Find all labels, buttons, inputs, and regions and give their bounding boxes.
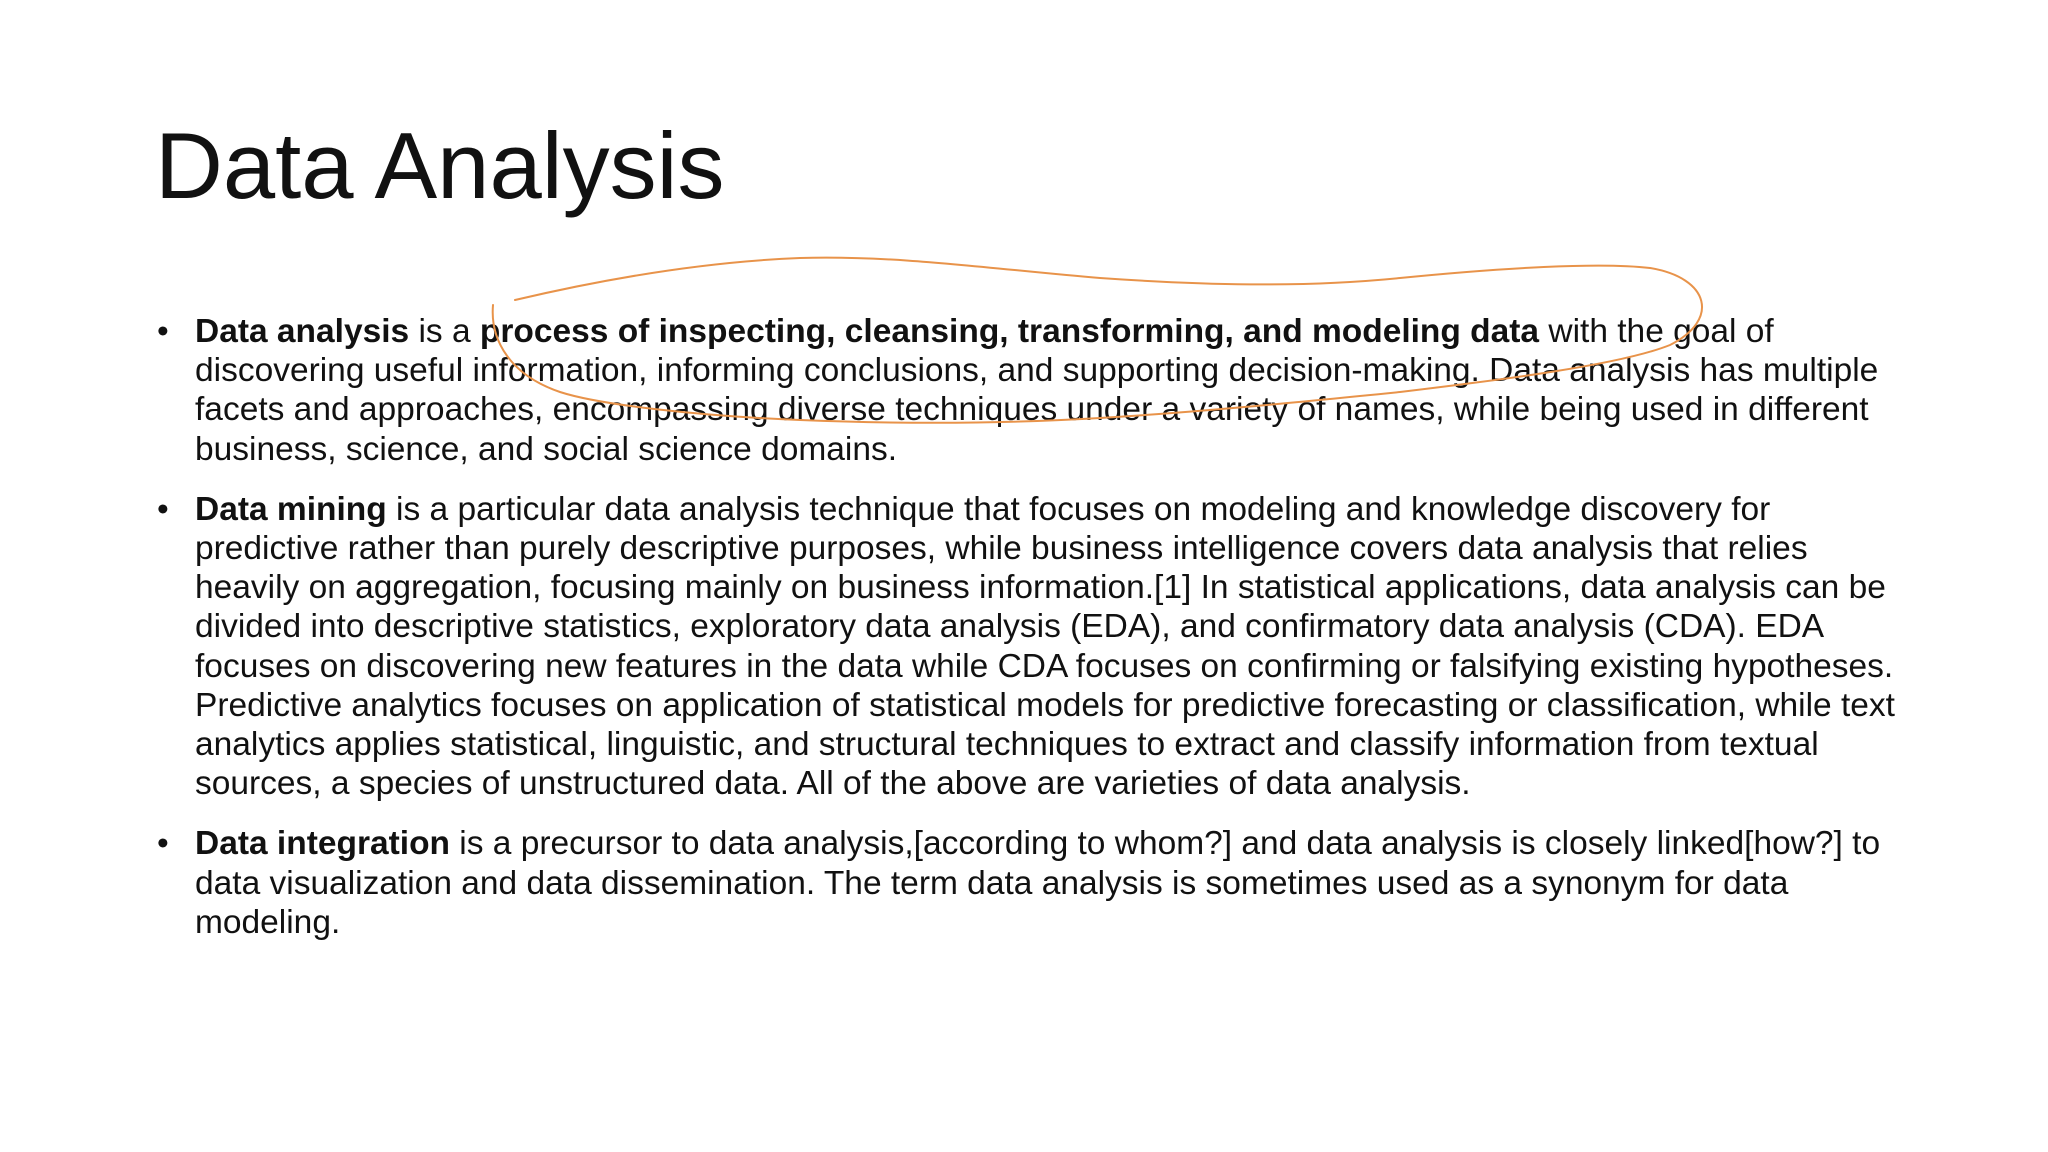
bullet-text: with the goal of discovering useful information, informing conclusions, and supporting decision-making. Data analysis has multiple facets and approaches, encompassing diverse techniques under a variety of names, while being used in different business, science, and social science domains.	[195, 313, 1879, 468]
slide-title: Data Analysis	[155, 113, 725, 218]
bullet-item-data-integration	[155, 824, 1895, 942]
bullet-item-data-mining	[155, 490, 1895, 804]
bullet-text: is a	[409, 313, 480, 350]
bullet-emphasis: process of inspecting, cleansing, transforming, and modeling data	[479, 313, 1540, 350]
bullet-marker: •	[157, 825, 169, 863]
bullet-marker: •	[157, 490, 169, 528]
bullet-text: is a particular data analysis technique that focuses on modeling and knowledge discovery for predictive rather than purely descriptive purposes, while business intelligence covers data analysis that relies heavily on aggregation, focusing mainly on business information.[1] In statistical applications, data analysis can be divided into descriptive statistics, exploratory data analysis (EDA), and confirmatory data analysis (CDA). EDA focuses on discovering new features in the data while CDA focuses on confirming or falsifying existing hypotheses. Predictive analytics focuses on application of statistical models for predictive forecasting or classification, while text analytics applies statistical, linguistic, and structural techniques to extract and classify information from textual sources, a species of unstructured data. All of the above are varieties of data analysis.	[195, 490, 1895, 803]
bullet-marker: •	[157, 313, 169, 350]
bullet-term: Data integration	[195, 825, 450, 863]
bullet-text: is a precursor to data analysis,[according to whom?] and data analysis is closely linked[how?] to data visualization and data dissemination. The term data analysis is sometimes used as a synonym for data modeling.	[195, 825, 1881, 941]
bullet-list	[155, 312, 1895, 963]
bullet-term: Data mining	[195, 490, 387, 528]
bullet-term: Data analysis	[195, 313, 410, 350]
bullet-item-data-analysis	[155, 312, 1895, 469]
